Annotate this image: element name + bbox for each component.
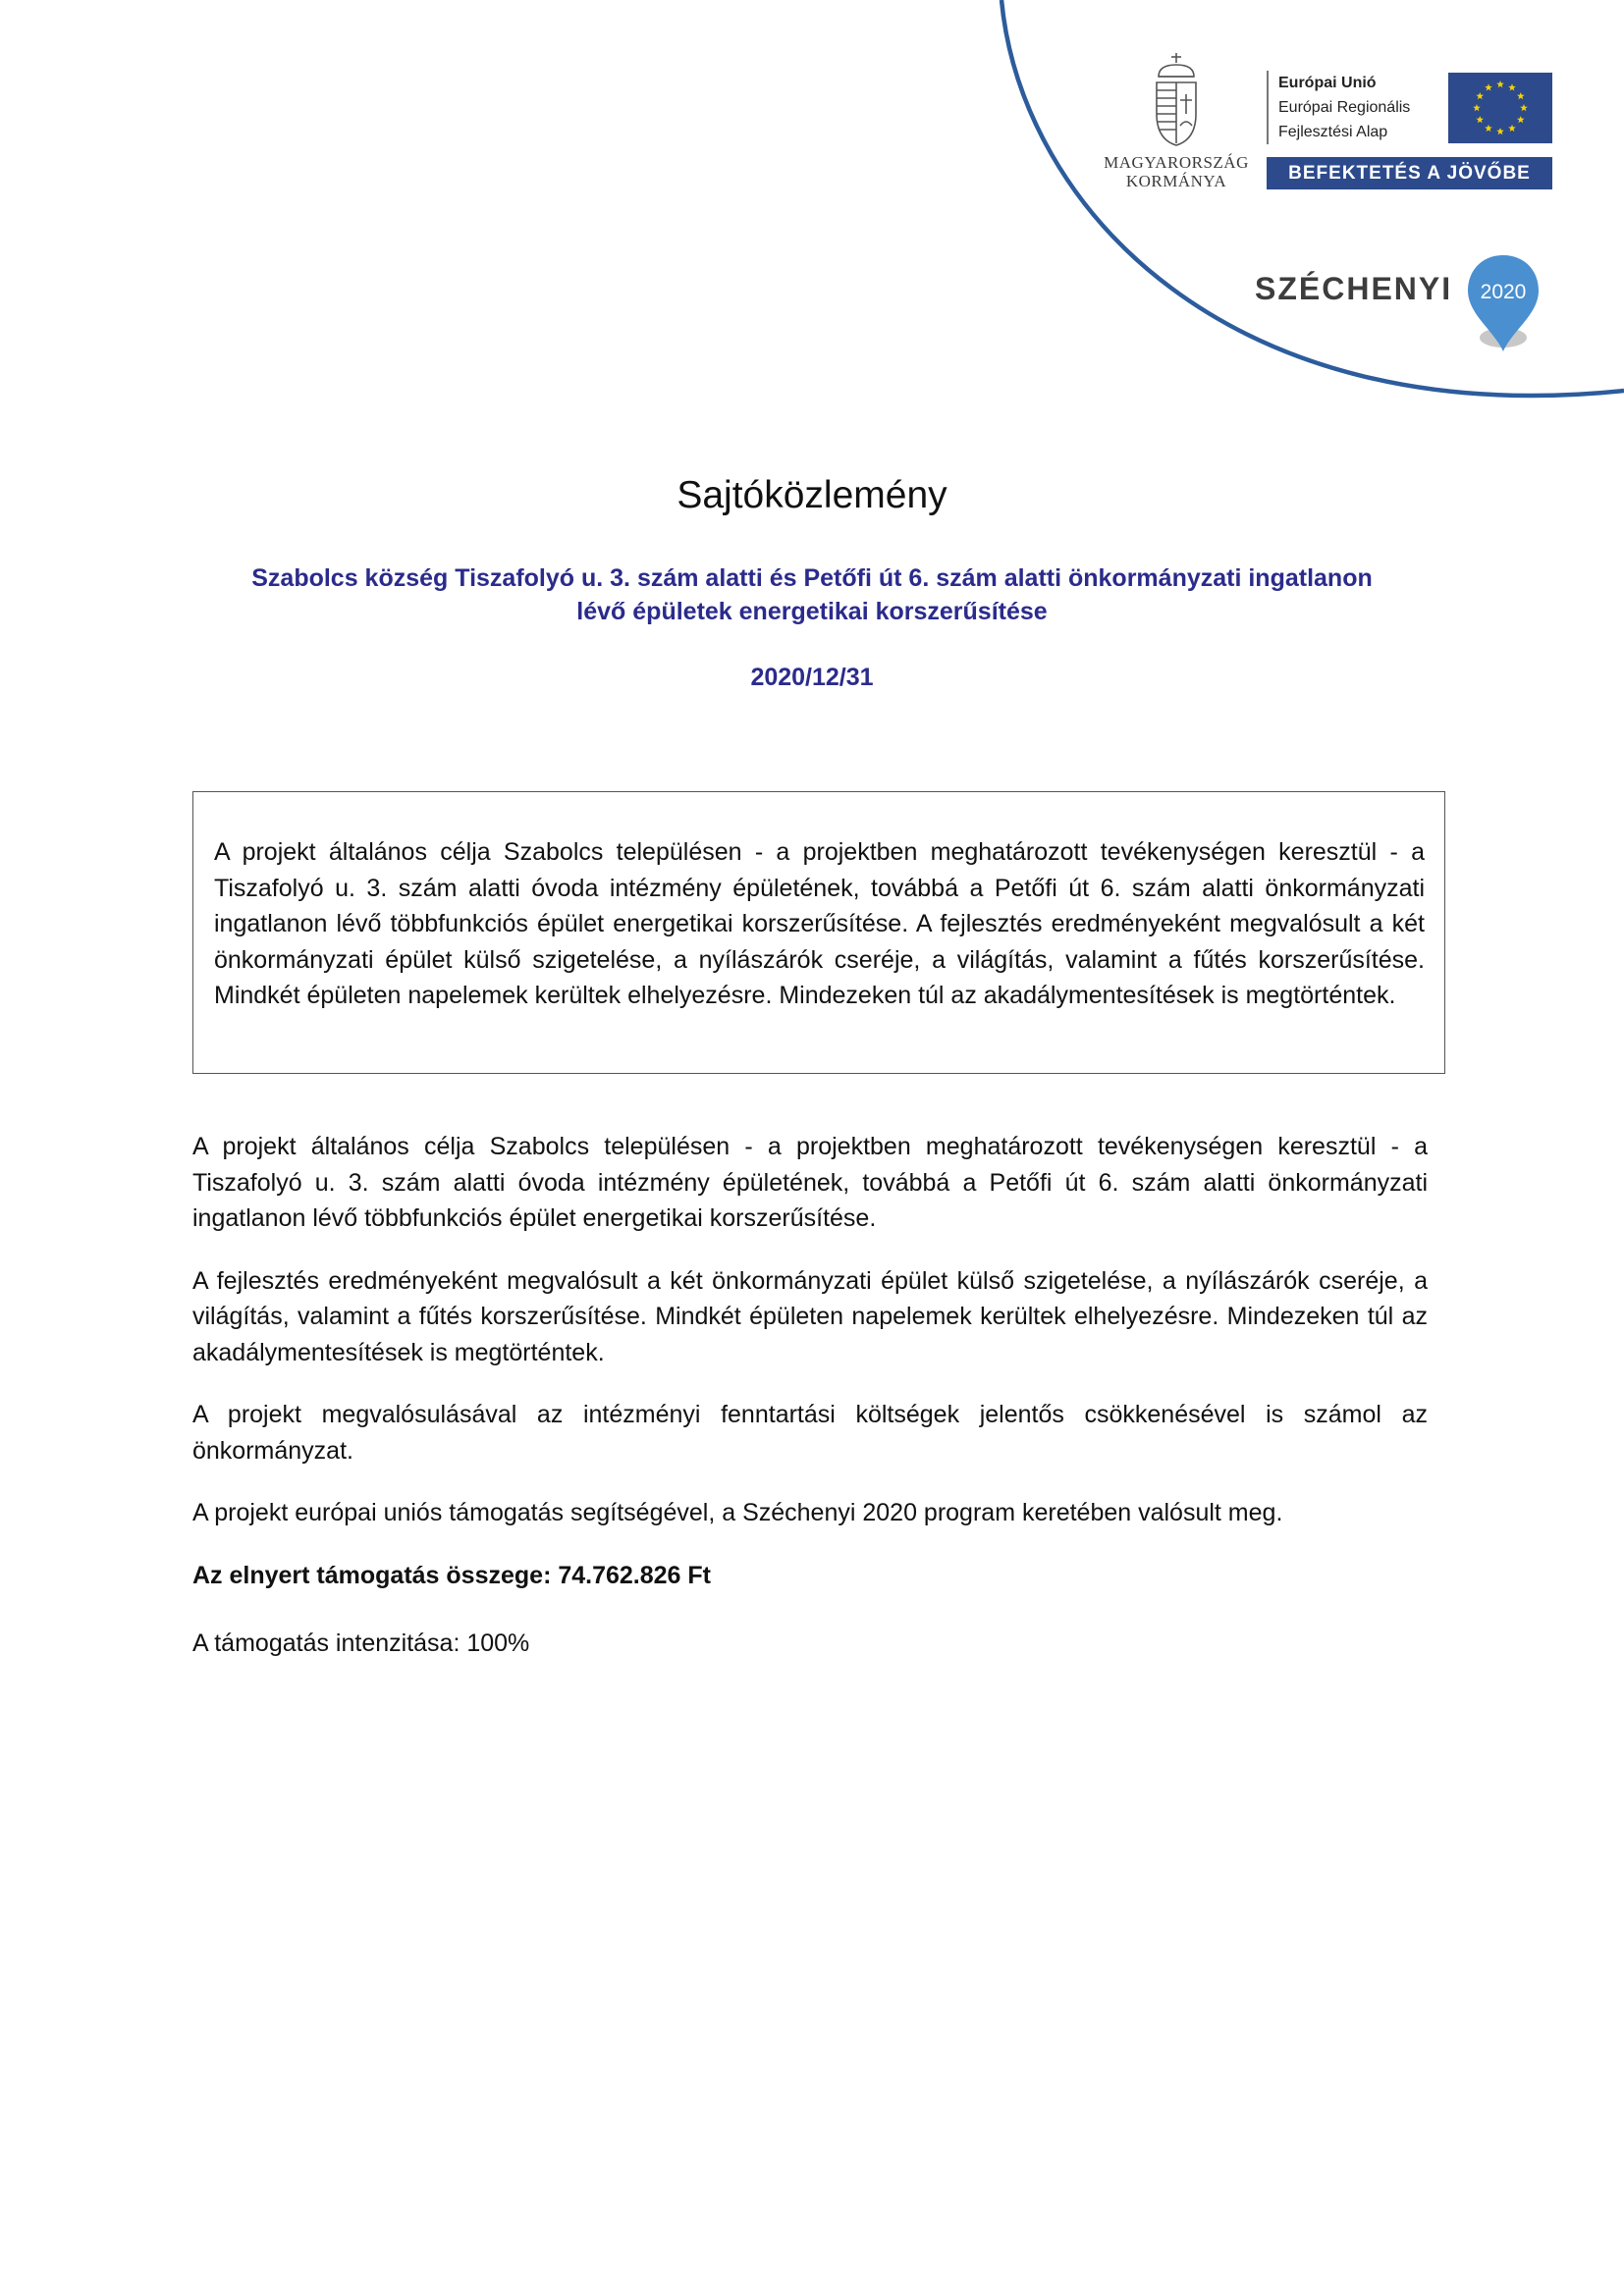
page-title: Sajtóközlemény — [677, 474, 947, 516]
government-name-line2: KORMÁNYA — [1125, 172, 1227, 190]
summary-text: A projekt általános célja Szabolcs településen - a projektben meghatározott tevékenységen keresztül - a Tiszafolyó u. 3. szám alatti óvoda intézmény épületének, továbbá a Petőfi út 6. szám alatti önkormányzati ingatlanon lévő többfunkciós épület energetikai korszerűsítése. A fejlesztés eredményeként megvalósult a két önkormányzati épület külső szigetelése, a nyílászárók cseréje, a világítás, valamint a fűtés korszerűsítése. Mindkét épületen napelemek kerültek elhelyezésre. Mindezeken túl az akadálymentesítések is megtörténtek. — [214, 838, 1425, 1009]
paragraph-funding: A projekt európai uniós támogatás segítségével, a Széchenyi 2020 program keretében valósult meg. — [192, 1499, 1283, 1526]
project-subtitle: Szabolcs község Tiszafolyó u. 3. szám alatti és Petőfi út 6. szám alatti önkormányzati ingatlanon lévő épületek energetikai korszerűsítése — [251, 564, 1373, 625]
szechenyi-year: 2020 — [1480, 281, 1527, 303]
summary-box — [192, 791, 1445, 1074]
body-text — [192, 1129, 1428, 1688]
eu-fund-line1: Európai Regionális — [1278, 99, 1411, 116]
coat-of-arms-icon — [1149, 51, 1204, 147]
location-pin-icon — [1464, 253, 1543, 353]
header-arc-decoration — [982, 0, 1624, 452]
government-logo — [1098, 51, 1255, 190]
eu-flag-icon — [1448, 73, 1552, 143]
eu-title: Európai Unió — [1278, 75, 1377, 91]
grant-amount: Az elnyert támogatás összege: 74.762.826 Ft — [192, 1561, 712, 1589]
eu-slogan-banner: BEFEKTETÉS A JÖVŐBE — [1267, 157, 1552, 189]
paragraph-goal: A projekt általános célja Szabolcs településen - a projektben meghatározott tevékenységen keresztül - a Tiszafolyó u. 3. szám alatti óvoda intézmény épületének, továbbá a Petőfi út 6. szám alatti önkormányzati ingatlanon lévő többfunkciós épület energetikai korszerűsítése. — [192, 1133, 1428, 1232]
szechenyi-wordmark: SZÉCHENYI — [1255, 271, 1453, 306]
paragraph-results: A fejlesztés eredményeként megvalósult a két önkormányzati épület külső szigetelése, a nyílászárók cseréje, a világítás, valamint a fűtés korszerűsítése. Mindkét épületen napelemek kerültek elhelyezésre. Mindezeken túl az akadálymentesítések is megtörténtek. — [192, 1266, 1428, 1366]
paragraph-costs: A projekt megvalósulásával az intézményi fenntartási költségek jelentős csökkenésével is számol az önkormányzat. — [192, 1401, 1428, 1465]
eu-fund-line2: Fejlesztési Alap — [1278, 124, 1388, 140]
government-name — [1098, 153, 1255, 190]
government-name-line1: MAGYARORSZÁG — [1104, 153, 1249, 172]
szechenyi-2020-logo — [1255, 253, 1549, 361]
grant-intensity: A támogatás intenzitása: 100% — [192, 1629, 530, 1657]
publication-date: 2020/12/31 — [750, 664, 874, 691]
eu-text — [1267, 71, 1443, 144]
